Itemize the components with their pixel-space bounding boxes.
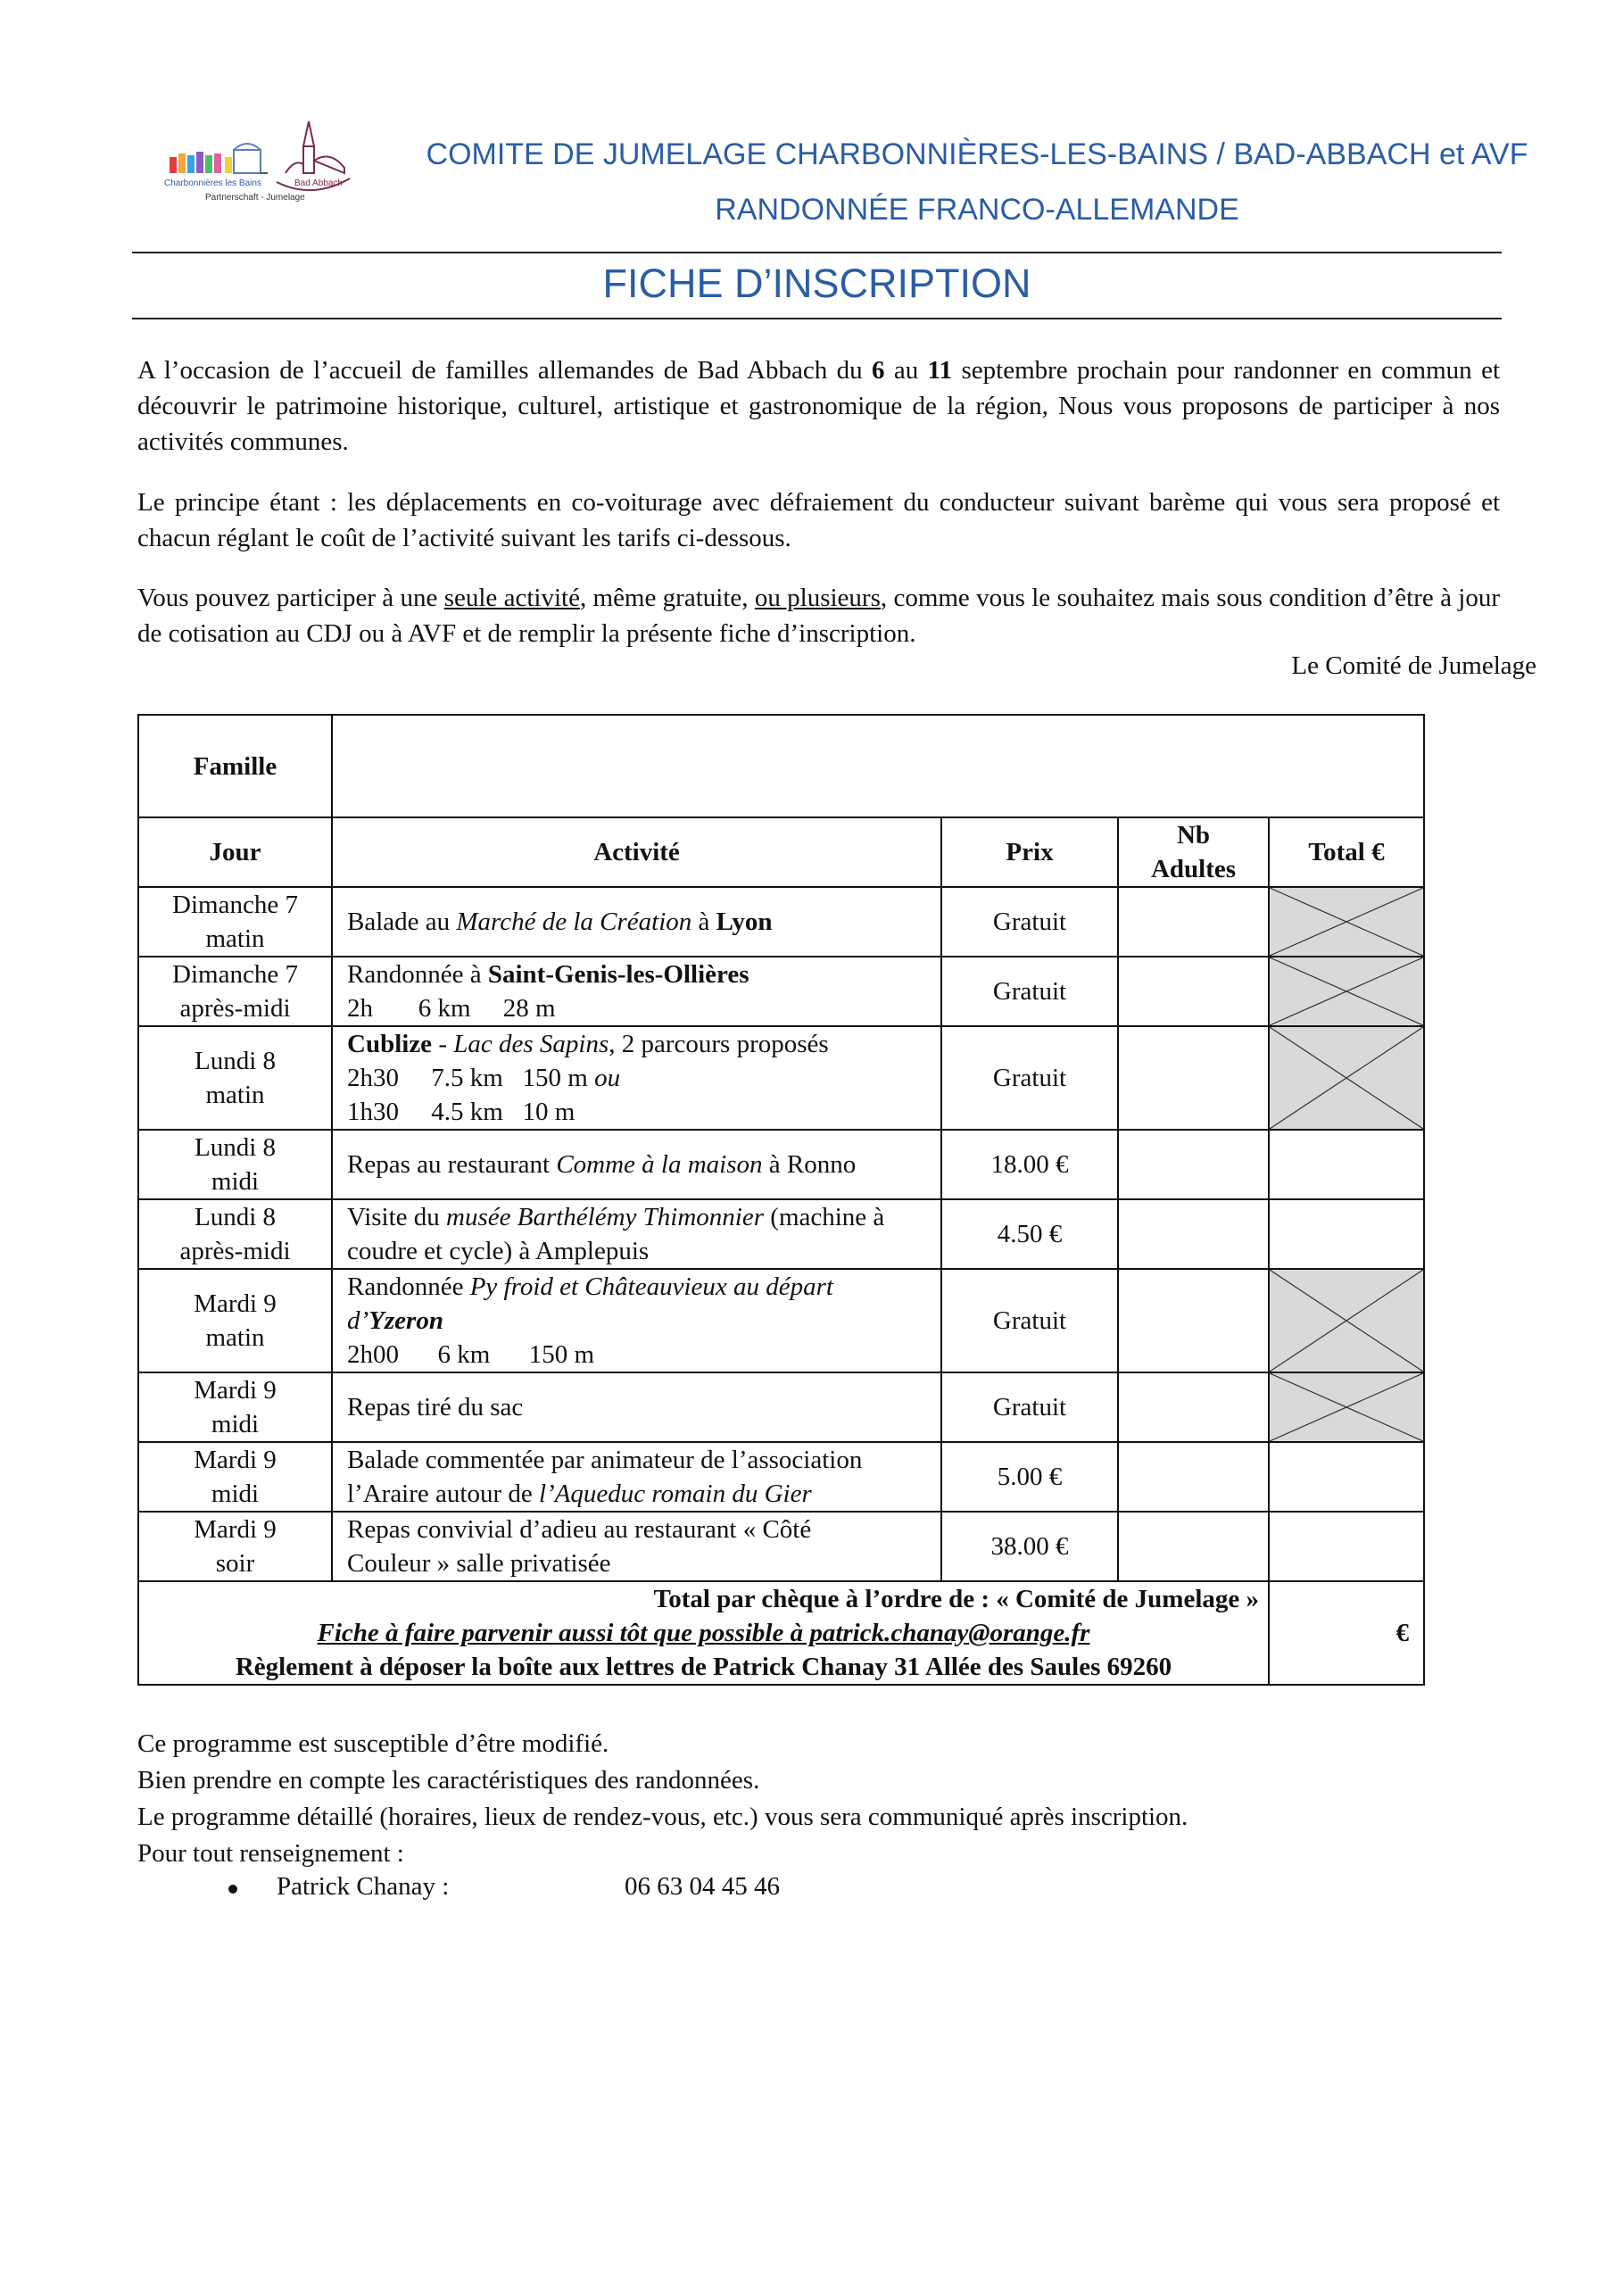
bullet-icon — [228, 1885, 237, 1894]
table-row — [138, 1372, 1424, 1442]
row-activite: Repas tiré du sac — [332, 1372, 941, 1442]
row-activite: Repas convivial d’adieu au restaurant « Côté Couleur » salle privatisée — [332, 1512, 941, 1581]
row-jour: Dimanche 7 matin — [138, 887, 332, 957]
cross-mark-icon — [1270, 1027, 1423, 1129]
row-prix: Gratuit — [941, 957, 1118, 1026]
famille-input[interactable] — [332, 715, 1424, 817]
famille-row — [138, 715, 1424, 817]
notes-block — [137, 1726, 1188, 1872]
row-nb-adultes-input[interactable] — [1118, 887, 1269, 957]
table-row — [138, 887, 1424, 957]
footer-payment-line: Total par chèque à l’ordre de : « Comité de Jumelage » — [653, 1585, 1259, 1613]
footer-address-line: Règlement à déposer la boîte aux lettres de Patrick Chanay 31 Allée des Saules 69260 — [235, 1653, 1172, 1681]
row-activite: Balade au Marché de la Création à Lyon — [332, 887, 941, 957]
table-row — [138, 1199, 1424, 1269]
registration-table — [137, 714, 1425, 1686]
signature: Le Comité de Jumelage — [1291, 651, 1536, 680]
row-jour: Lundi 8 midi — [138, 1130, 332, 1199]
cross-mark-icon — [1270, 957, 1423, 1025]
row-activite: Randonnée à Saint-Genis-les-Ollières 2h 6 km 28 m — [332, 957, 941, 1026]
row-activite: Visite du musée Barthélémy Thimonnier (machine à coudre et cycle) à Amplepuis — [332, 1199, 941, 1269]
intro-paragraph-3: Vous pouvez participer à une seule activité, même gratuite, ou plusieurs, comme vous le souhaitez mais sous condition d’être à jour de cotisation au CDJ ou à AVF et de remplir la présente fiche d’inscription. — [137, 584, 1500, 648]
cross-mark-icon — [1270, 888, 1423, 956]
row-prix: Gratuit — [941, 1026, 1118, 1130]
row-jour: Mardi 9 midi — [138, 1372, 332, 1442]
row-nb-adultes-input[interactable] — [1118, 1512, 1269, 1581]
row-prix: Gratuit — [941, 1269, 1118, 1372]
logo-left-text: Charbonnières les Bains — [164, 178, 261, 188]
grand-total-cell[interactable]: € — [1269, 1581, 1424, 1685]
table-row — [138, 1130, 1424, 1199]
intro-paragraph-2: Le principe étant : les déplacements en co-voiturage avec défraiement du conducteur suivant barème qui vous sera proposé et chacun réglant le coût de l’activité suivant les tarifs ci-dessous. — [137, 488, 1500, 552]
row-total-input[interactable] — [1269, 1512, 1424, 1581]
row-prix: 5.00 € — [941, 1442, 1118, 1512]
row-nb-adultes-input[interactable] — [1118, 1442, 1269, 1512]
cross-mark-icon — [1270, 1270, 1423, 1372]
footer-text — [138, 1581, 1269, 1685]
cross-mark-icon — [1270, 1373, 1423, 1441]
row-prix: 4.50 € — [941, 1199, 1118, 1269]
header-line-1: COMITE DE JUMELAGE CHARBONNIÈRES-LES-BAINS / BAD-ABBACH et AVF — [426, 137, 1528, 171]
note-2: Bien prendre en compte les caractéristiques des randonnées. — [137, 1766, 760, 1795]
header-line-2: RANDONNÉE FRANCO-ALLEMANDE — [715, 193, 1239, 227]
note-3: Le programme détaillé (horaires, lieux de rendez-vous, etc.) vous sera communiqué après inscription. — [137, 1803, 1188, 1831]
row-nb-adultes-input[interactable] — [1118, 1372, 1269, 1442]
row-jour: Dimanche 7 après-midi — [138, 957, 332, 1026]
row-activite: Randonnée Py froid et Châteauvieux au départ d’Yzeron 2h00 6 km 150 m — [332, 1269, 941, 1372]
header-total: Total € — [1269, 817, 1424, 887]
row-jour: Mardi 9 midi — [138, 1442, 332, 1512]
table-row — [138, 957, 1424, 1026]
note-4: Pour tout renseignement : — [137, 1839, 404, 1868]
row-activite: Balade commentée par animateur de l’association l’Araire autour de l’Aqueduc romain du Gier — [332, 1442, 941, 1512]
row-total-crossed — [1269, 957, 1424, 1026]
row-total-input[interactable] — [1269, 1130, 1424, 1199]
row-nb-adultes-input[interactable] — [1118, 1130, 1269, 1199]
row-jour: Mardi 9 matin — [138, 1269, 332, 1372]
row-prix: Gratuit — [941, 1372, 1118, 1442]
twinning-logo — [161, 114, 375, 214]
row-total-crossed — [1269, 1026, 1424, 1130]
famille-label: Famille — [138, 715, 332, 817]
row-total-crossed — [1269, 887, 1424, 957]
table-footer-row — [138, 1581, 1424, 1685]
logo-right-text: Bad Abbach — [294, 178, 343, 188]
contact-name: Patrick Chanay : — [277, 1872, 450, 1901]
row-total-crossed — [1269, 1372, 1424, 1442]
intro-paragraph-1: A l’occasion de l’accueil de familles allemandes de Bad Abbach du 6 au 11 septembre prochain pour randonner en commun et découvrir le patrimoine historique, culturel, artistique et gastronomique de la région, Nous vous proposons de participer à nos activités communes. — [137, 356, 1500, 456]
row-nb-adultes-input[interactable] — [1118, 1269, 1269, 1372]
logo-bottom-text: Partnerschaft - Jumelage — [205, 193, 305, 203]
table-row — [138, 1512, 1424, 1581]
contact-phone: 06 63 04 45 46 — [625, 1872, 780, 1901]
top-rule — [132, 252, 1502, 253]
table-row — [138, 1269, 1424, 1372]
row-total-input[interactable] — [1269, 1199, 1424, 1269]
row-activite: Cublize - Lac des Sapins, 2 parcours proposés 2h30 7.5 km 150 m ou 1h30 4.5 km 10 m — [332, 1026, 941, 1130]
note-1: Ce programme est susceptible d’être modifié. — [137, 1729, 609, 1758]
row-total-crossed — [1269, 1269, 1424, 1372]
header-activite: Activité — [332, 817, 941, 887]
row-prix: 18.00 € — [941, 1130, 1118, 1199]
header-prix: Prix — [941, 817, 1118, 887]
row-prix: 38.00 € — [941, 1512, 1118, 1581]
footer-email-line[interactable]: Fiche à faire parvenir aussi tôt que possible à patrick.chanay@orange.fr — [317, 1619, 1090, 1647]
table-header-row — [138, 817, 1424, 887]
row-jour: Mardi 9 soir — [138, 1512, 332, 1581]
title-rule — [132, 318, 1502, 319]
row-nb-adultes-input[interactable] — [1118, 957, 1269, 1026]
header-jour: Jour — [138, 817, 332, 887]
page-title: FICHE D’INSCRIPTION — [602, 261, 1031, 306]
row-nb-adultes-input[interactable] — [1118, 1026, 1269, 1130]
row-total-input[interactable] — [1269, 1442, 1424, 1512]
row-jour: Lundi 8 après-midi — [138, 1199, 332, 1269]
row-jour: Lundi 8 matin — [138, 1026, 332, 1130]
row-prix: Gratuit — [941, 887, 1118, 957]
table-row — [138, 1026, 1424, 1130]
row-activite: Repas au restaurant Comme à la maison à Ronno — [332, 1130, 941, 1199]
row-nb-adultes-input[interactable] — [1118, 1199, 1269, 1269]
header-nb-adultes: Nb Adultes — [1118, 817, 1269, 887]
table-row — [138, 1442, 1424, 1512]
